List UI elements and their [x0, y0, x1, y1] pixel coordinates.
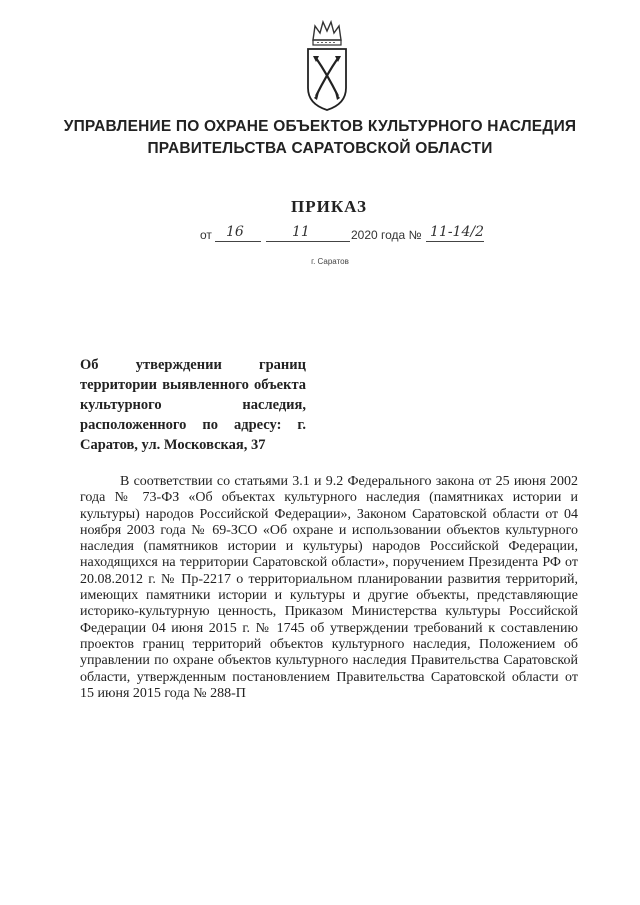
- year-text: 2020 года №: [351, 228, 422, 242]
- handwritten-month: 11: [292, 224, 310, 240]
- number-underline: [426, 241, 484, 242]
- month-underline: [266, 241, 350, 242]
- handwritten-day: 16: [226, 224, 244, 240]
- organization-name-line2: ПРАВИТЕЛЬСТВА САРАТОВСКОЙ ОБЛАСТИ: [147, 140, 493, 157]
- order-subject: Об утверждении границ территории выявленного объекта культурного наследия, расположенного по адресу: г. Саратов, ул. Московская, 37: [80, 357, 306, 453]
- city-name: г. Саратов: [311, 257, 349, 266]
- document-title: ПРИКАЗ: [291, 197, 367, 216]
- organization-name-line1: УПРАВЛЕНИЕ ПО ОХРАНЕ ОБЪЕКТОВ КУЛЬТУРНОГО НАСЛЕДИЯ: [63, 118, 577, 135]
- handwritten-number: 11-14/2: [430, 224, 484, 240]
- order-date-line: [200, 224, 490, 246]
- day-underline: [215, 241, 261, 242]
- saratov-coat-of-arms-icon: [303, 18, 351, 114]
- date-prefix: от: [200, 228, 212, 242]
- body-paragraph: В соответствии со статьями 3.1 и 9.2 Федерального закона от 25 июня 2002 года № 73-ФЗ «Об объектах культурного наследия (памятниках истории и культуры) народов Российской Федерации», Законом Саратовской области от 04 ноября 2003 года № 69-ЗСО «Об охране и использовании объектов культурного наследия (памятников истории и культуры) народов Российской Федерации, находящихся на территории Саратовской области», поручением Президента РФ от 20.08.2012 г. № Пр-2217 о территориальном планировании развития территорий, имеющих памятники истории и культуры и другие объекты, представляющие историко-культурную ценность, Приказом Министерства культуры Российской Федерации 04 июня 2015 г. № 1745 об утверждении требований к составлению проектов границ территорий объектов культурного наследия, Положением об управлении по охране объектов культурного наследия Правительства Саратовской области, утвержденным постановлением Правительства Саратовской области от 15 июня 2015 года № 288-П: [80, 474, 578, 701]
